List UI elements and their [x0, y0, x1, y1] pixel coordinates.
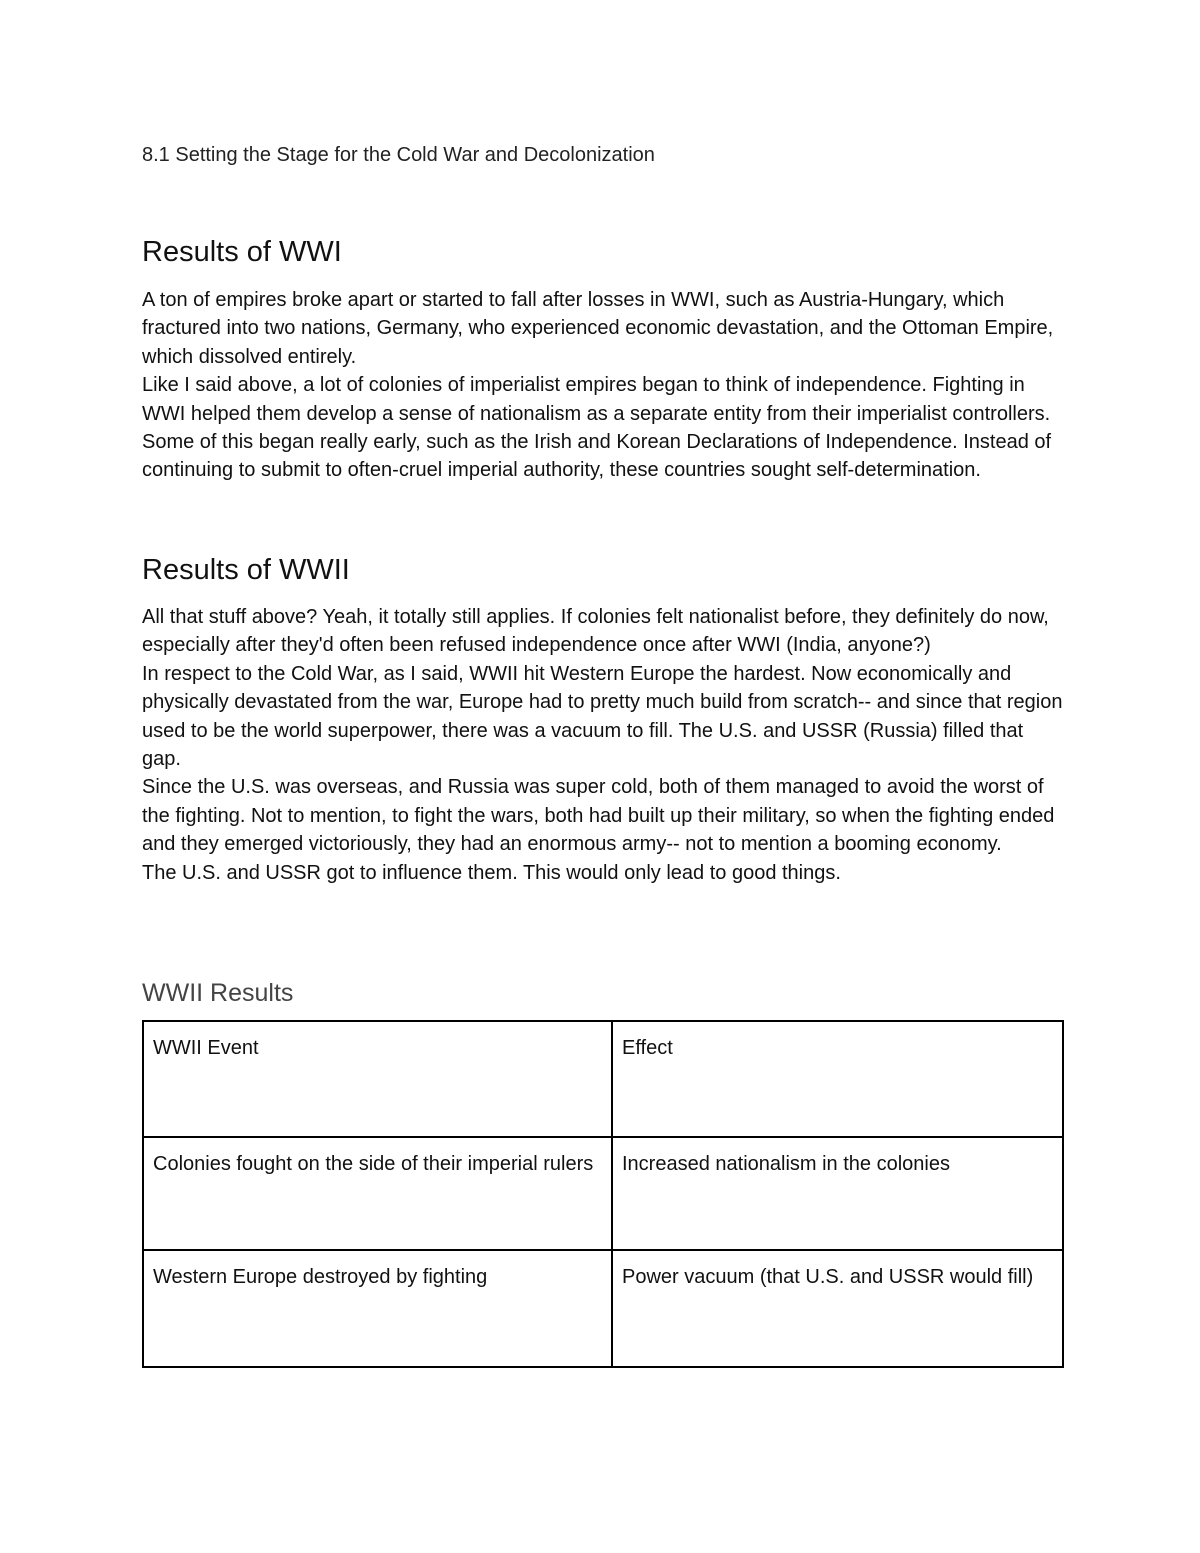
paragraph: All that stuff above? Yeah, it totally still applies. If colonies felt nationalist before, they definitely do now, especially after they'd often been refused independence once after WWI (India, anyone?) — [142, 606, 1049, 657]
section-wwii-body — [142, 603, 1067, 887]
table-header-cell-effect: Effect — [612, 1021, 1063, 1137]
paragraph: Since the U.S. was overseas, and Russia was super cold, both of them managed to avoid the worst of the fighting. Not to mention, to fight the wars, both had built up their military, so when the fighting ended and they emerged victoriously, they had an enormous army-- not to mention a booming economy. — [142, 776, 1055, 856]
table-cell-event: Western Europe destroyed by fighting — [143, 1250, 612, 1367]
paragraph: In respect to the Cold War, as I said, WWII hit Western Europe the hardest. Now economically and physically devastated from the war, Europe had to pretty much build from scratch-- and since that region used to be the world superpower, there was a vacuum to fill. The U.S. and USSR (Russia) filled that gap. — [142, 662, 1063, 771]
paragraph: Like I said above, a lot of colonies of imperialist empires began to think of independence. Fighting in WWI helped them develop a sense of nationalism as a separate entity from their imperialist controllers. Some of this began really early, such as the Irish and Korean Declarations of Independence. Instead of continuing to submit to often-cruel imperial authority, these countries sought self-determination. — [142, 374, 1052, 482]
table-cell-event: Colonies fought on the side of their imperial rulers — [143, 1137, 612, 1250]
table-cell-effect: Increased nationalism in the colonies — [612, 1137, 1063, 1250]
results-table — [142, 1020, 1064, 1368]
heading-results-of-wwi: Results of WWI — [142, 236, 342, 268]
table-row — [143, 1137, 1063, 1250]
table-header-cell-event: WWII Event — [143, 1021, 612, 1137]
table-cell-effect: Power vacuum (that U.S. and USSR would fill) — [612, 1250, 1063, 1367]
paragraph: A ton of empires broke apart or started to fall after losses in WWI, such as Austria-Hungary, which fractured into two nations, Germany, who experienced economic devastation, and the Ottoman Empire, which dissolved entirely. — [142, 289, 1054, 368]
section-wwi-body — [142, 286, 1067, 485]
table-header-row — [143, 1021, 1063, 1137]
paragraph: The U.S. and USSR got to influence them. This would only lead to good things. — [142, 861, 841, 884]
heading-wwii-results-table: WWII Results — [142, 979, 294, 1007]
table-row — [143, 1250, 1063, 1367]
heading-results-of-wwii: Results of WWII — [142, 554, 350, 586]
results-table-container — [142, 1020, 1062, 1368]
document-title: 8.1 Setting the Stage for the Cold War and Decolonization — [142, 144, 655, 166]
